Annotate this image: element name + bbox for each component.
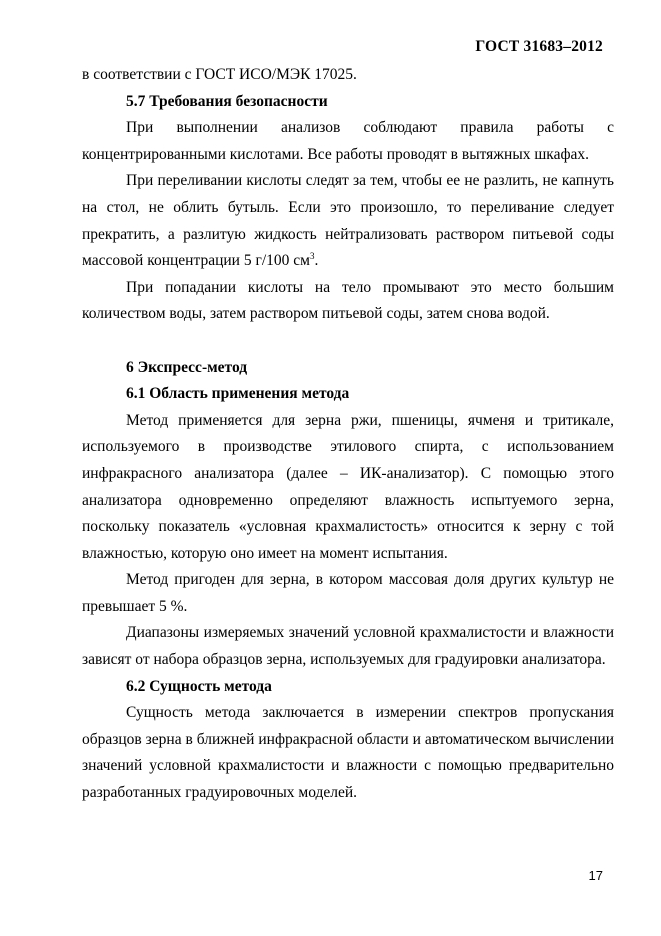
section-6-1-paragraph-2: Метод пригоден для зерна, в котором массовая доля других культур не превышает 5 %. — [82, 571, 614, 615]
page-content — [82, 62, 614, 807]
section-5-7-paragraph-3: При попадании кислоты на тело промывают это место большим количеством воды, затем раствором питьевой соды, затем снова водой. — [82, 278, 614, 323]
section-5-7-heading: 5.7 Требования безопасности — [126, 92, 328, 110]
section-6-1-heading: 6.1 Область применения метода — [126, 385, 350, 403]
page-number: 17 — [588, 868, 603, 883]
section-6-heading: 6 Экспресс-метод — [126, 358, 248, 376]
section-6-2-heading: 6.2 Сущность метода — [126, 677, 272, 695]
standard-header: ГОСТ 31683–2012 — [475, 38, 603, 55]
section-6-1-paragraph-1: Метод применяется для зерна ржи, пшеницы, ячменя и тритикале, используемого в производстве этилового спирта, с использованием инфракрасного анализатора (далее – ИК-анализатор). С помощью этого анализатора одновременно определяют влажность испытуемого зерна, поскольку показатель «условная крахмалистость» относится к зерну с той влажностью, которую оно имеет на момент испытания. — [82, 411, 614, 562]
continued-paragraph: в соответствии с ГОСТ ИСО/МЭК 17025. — [82, 66, 357, 83]
section-6-1-paragraph-3: Диапазоны измеряемых значений условной крахмалистости и влажности зависят от набора образцов зерна, используемых для градуировки анализатора. — [82, 624, 614, 669]
section-gap — [82, 328, 614, 355]
section-6-2-paragraph-1: Сущность метода заключается в измерении спектров пропускания образцов зерна в ближней инфракрасной области и автоматическом вычислении значений условной крахмалистости и влажности с помощью предварительно разработанных градуировочных моделей. — [82, 704, 614, 802]
superscript-exponent: 3 — [309, 251, 315, 261]
section-5-7-paragraph-2 — [82, 168, 614, 274]
paragraph-text: При переливании кислоты следят за тем, чтобы ее не разлить, не капнуть на стол, не облить бутыль. Если это произошло, то переливание следует прекратить, а разлитую жидкость нейтрализовать раствором питьевой соды массовой концентрации 5 г/100 см — [82, 172, 614, 270]
paragraph-end: . — [314, 252, 319, 270]
section-5-7-paragraph-1: При выполнении анализов соблюдают правила работы с концентрированными кислотами. Все работы проводят в вытяжных шкафах. — [82, 119, 614, 163]
